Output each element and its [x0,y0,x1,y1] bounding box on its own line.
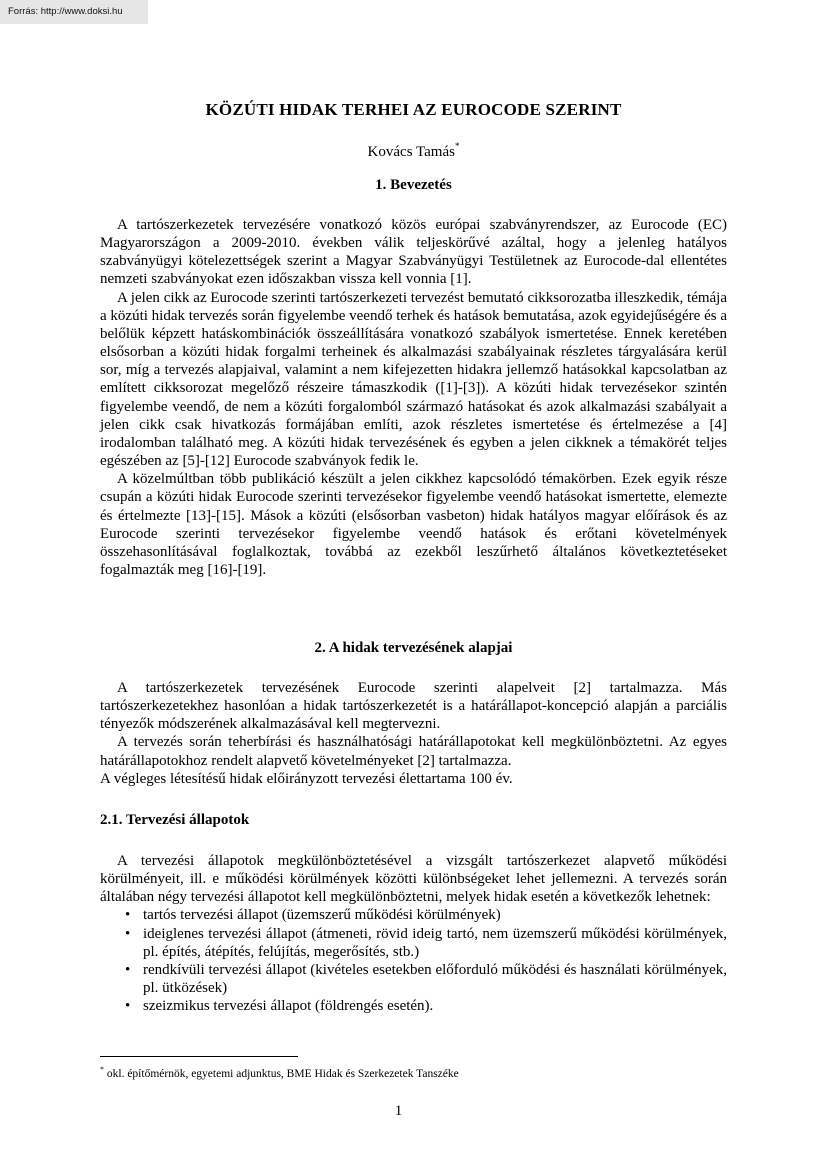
paragraph: A tervezési állapotok megkülönböztetésével a vizsgált tartószerkezet alapvető működési körülményeit, ill. e működési körülmények közötti különbségeket lehet jellemezni. A tervezés során általában négy tervezési állapotot kell megkülönböztetni, melyek hidak esetén a következők lehetnek: [100,853,727,906]
paragraph: A tervezés során teherbírási és használhatósági határállapotokat kell megkülönböztetni. Az egyes határállapotokhoz rendelt alapvető követelményeket [2] tartalmazza. [100,734,727,769]
footnote-mark: * [100,1065,104,1074]
section-2-heading: 2. A hidak tervezésének alapjai [314,640,513,656]
paragraph: A jelen cikk az Eurocode szerinti tartószerkezeti tervezést bemutató cikksorozatba illeszkedik, témája a közúti hidak tervezés során figyelembe veendő terhek és hatások bemutatása, azok egyidejűségére és a belőlük képzett hatáskombinációk összeállítására vonatkozó szabályok ismertetése. Ennek keretében elsősorban a közúti hidak forgalmi terheinek és alkalmazási szabályainak részletes tárgyalására kerül sor, míg a tervezés alapjaival, valamint a nem kifejezetten hidakra jellemző hatásokkal kapcsolatban az említett cikksorozat megelőző részeire támaszkodik ([1]-[3]). A közúti hidak tervezésekor szintén figyelembe veendő, de nem a közúti forgalomból származó hatásokat és azok alkalmazási szabályait a jelen cikk csak hivatkozás formájában említi, azok részletes ismertetése és értelmezése a [4] irodalomban található meg. A közúti hidak tervezésének és egyben a jelen cikknek a témakörét teljes egészében az [5]-[12] Eurocode szabványok fedik le. [100,289,727,470]
paragraph: A végleges létesítésű hidak előirányzott tervezési élettartama 100 év. [100,770,513,787]
list-item: • szeizmikus tervezési állapot (földrengés esetén). [100,997,727,1015]
footnote-divider [100,1056,298,1057]
paragraph: A tartószerkezetek tervezésére vonatkozó közös európai szabványrendszer, az Eurocode (EC) Magyarországon a 2009-2010. években válik teljeskörűvé azáltal, hogy a jelenleg hatályos szabványügyi kötelezettségek szerint a Magyar Szabványügyi Testületnek az Eurocode-dal ellentétes nemzeti szabványokat ezen időszakban vissza kell vonnia [1]. [100,217,727,288]
section-1-heading: 1. Bevezetés [375,177,452,193]
list-item: • rendkívüli tervezési állapot (kivételes esetekben előforduló működési és használati körülmények, pl. ütközések) [100,961,727,997]
list-item: • tartós tervezési állapot (üzemszerű működési körülmények) [100,906,727,924]
page-number: 1 [394,1103,403,1119]
author-footnote-mark: * [454,141,460,151]
paragraph: A közelmúltban több publikáció készült a jelen cikkhez kapcsolódó témakörben. Ezek egyik része csupán a közúti hidak Eurocode szerinti tervezésekor figyelembe veendő hatásokat ismertette, elemezte és értelmezte [13]-[15]. Mások a közúti (elsősorban vasbeton) hidak hatályos magyar előírások és az Eurocode szerinti tervezésekor figyelembe veendő hatások és erőtani követelmények összehasonlításával foglalkoztak, továbbá az ezekből leszűrhető általános következtetéseket fogalmazták meg [16]-[19]. [100,471,727,578]
source-label: Forrás: http://www.doksi.hu [0,0,148,24]
design-situations-list [100,906,727,1015]
list-item: • ideiglenes tervezési állapot (átmeneti, rövid ideig tartó, nem üzemszerű működési körülmények, pl. építés, átépítés, felújítás, megerősítés, stb.) [100,925,727,961]
author-name: Kovács Tamás [367,144,455,160]
section-2-1-heading: 2.1. Tervezési állapotok [100,812,250,828]
paragraph: A tartószerkezetek tervezésének Eurocode szerinti alapelveit [2] tartalmazza. Más tartószerkezetekhez hasonlóan a hidak tartószerkezetét is a határállapot-koncepció alapján a parciális tényezők módszerének alkalmazásával kell megtervezni. [100,680,727,733]
author-line [100,142,727,161]
footnote [100,1065,459,1080]
section-2-body [100,679,727,788]
section-2-1-body [100,852,727,1015]
footnote-text: okl. építőmérnök, egyetemi adjunktus, BME Hidak és Szerkezetek Tanszéke [104,1067,459,1080]
section-1-body [100,216,727,579]
paper-title: KÖZÚTI HIDAK TERHEI AZ EUROCODE SZERINT [205,100,622,119]
